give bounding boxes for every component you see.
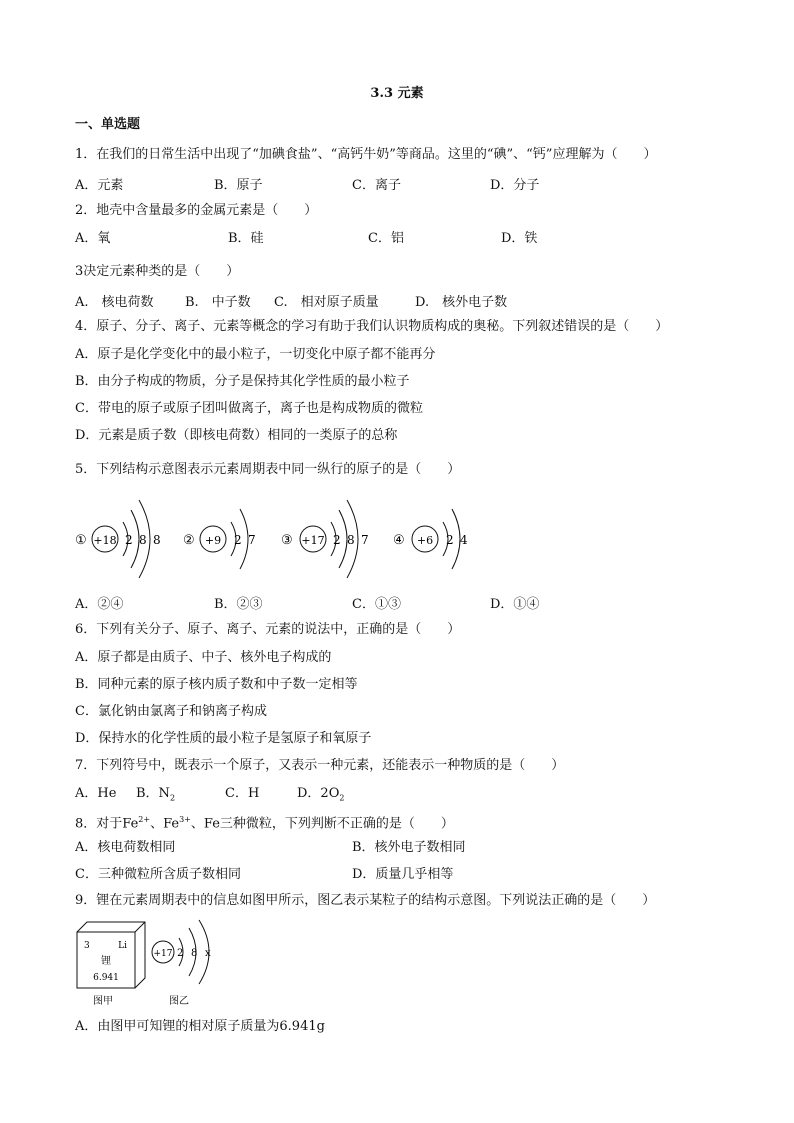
svg-text:7: 7: [248, 533, 256, 547]
svg-text:锂: 锂: [101, 956, 111, 967]
option-c[interactable]: C．H: [225, 786, 260, 801]
svg-text:2: 2: [125, 533, 133, 547]
svg-text:Li: Li: [118, 941, 127, 951]
option-a[interactable]: A．核电荷数相同: [75, 840, 176, 855]
atom-diagram-4: [393, 509, 468, 569]
atom-diagram-3: [281, 500, 369, 578]
svg-text:2: 2: [234, 533, 242, 547]
atom-diagram-1: [75, 500, 161, 578]
svg-text:图甲: 图甲: [93, 996, 113, 1007]
option-c[interactable]: C．带电的原子或原子团叫做离子，离子也是构成物质的微粒: [75, 401, 423, 416]
option-d[interactable]: D．铁: [501, 231, 538, 246]
svg-text:7: 7: [361, 533, 369, 547]
option-c[interactable]: C．氯化钠由氯离子和钠离子构成: [75, 704, 267, 719]
option-c[interactable]: C．三种微粒所含质子数相同: [75, 867, 241, 882]
atom-structure-diagrams: [75, 492, 495, 587]
q8-text-1: 8．对于Fe: [75, 816, 139, 832]
option-c[interactable]: C．离子: [352, 178, 401, 193]
charge-superscript: 3+: [179, 815, 191, 824]
option-c[interactable]: C．铝: [368, 231, 404, 246]
question-5: 5．下列结构示意图表示元素周期表中同一纵行的原子的是（ ）: [75, 462, 461, 477]
svg-text:③: ③: [281, 533, 293, 548]
option-a[interactable]: A．原子是化学变化中的最小粒子，一切变化中原子都不能再分: [75, 347, 436, 362]
svg-text:8: 8: [139, 533, 147, 547]
option-d[interactable]: D．元素是质子数（即核电荷数）相同的一类原子的总称: [75, 428, 398, 443]
option-a[interactable]: A．由图甲可知锂的相对原子质量为6.941g: [75, 1019, 325, 1034]
svg-text:+18: +18: [93, 534, 117, 547]
svg-text:④: ④: [393, 533, 405, 548]
option-a[interactable]: A．氧: [75, 231, 111, 246]
page-title: 3.3 元素: [370, 86, 424, 101]
svg-text:4: 4: [460, 533, 468, 547]
svg-text:2: 2: [333, 533, 341, 547]
svg-text:+6: +6: [416, 534, 434, 547]
option-d[interactable]: D．①④: [490, 597, 540, 612]
question-6: 6．下列有关分子、原子、离子、元素的说法中，正确的是（ ）: [75, 622, 461, 637]
option-d-text: D．2O: [297, 786, 340, 801]
option-a[interactable]: A．He: [75, 786, 117, 801]
svg-text:8: 8: [347, 533, 355, 547]
option-d[interactable]: D．保持水的化学性质的最小粒子是氢原子和氧原子: [75, 731, 372, 746]
option-a[interactable]: A. 核电荷数: [75, 295, 154, 310]
svg-text:②: ②: [183, 533, 195, 548]
svg-text:图乙: 图乙: [169, 996, 189, 1007]
q8-text-2: 、Fe: [150, 816, 180, 832]
option-b[interactable]: B．由分子构成的物质，分子是保持其化学性质的最小粒子: [75, 374, 410, 389]
option-d[interactable]: [297, 786, 344, 807]
svg-text:2: 2: [177, 948, 184, 959]
q8-text-3: 、Fe三种微粒，下列判断不正确的是（ ）: [190, 816, 454, 832]
svg-text:①: ①: [75, 533, 87, 548]
svg-text:8: 8: [153, 533, 161, 547]
option-b[interactable]: B．核外电子数相同: [352, 840, 466, 855]
option-b-text: B．N: [136, 786, 170, 801]
question-9: 9．锂在元素周期表中的信息如图甲所示，图乙表示某粒子的结构示意图。下列说法正确的是（ ）: [75, 893, 656, 908]
svg-text:+17: +17: [153, 949, 173, 959]
svg-text:+17: +17: [301, 534, 325, 547]
option-b[interactable]: B．硅: [228, 231, 264, 246]
svg-text:8: 8: [191, 948, 198, 959]
option-a[interactable]: A．②④: [75, 597, 124, 612]
option-d[interactable]: D．质量几乎相等: [352, 867, 454, 882]
lithium-figures: [75, 918, 235, 1008]
question-4: 4．原子、分子、离子、元素等概念的学习有助于我们认识物质构成的奥秘。下列叙述错误的是（ ）: [75, 319, 669, 334]
option-a[interactable]: A．原子都是由质子、中子、核外电子构成的: [75, 650, 332, 665]
question-1: 1．在我们的日常生活中出现了“加碘食盐”、“高钙牛奶”等商品。这里的“碘”、“钙”应理解为（ ）: [75, 147, 657, 162]
subscript: 2: [339, 793, 345, 803]
option-d[interactable]: D. 核外电子数: [415, 295, 508, 310]
option-c[interactable]: C．①③: [352, 597, 401, 612]
question-8: [75, 812, 454, 832]
option-b[interactable]: [136, 786, 175, 807]
question-2: 2．地壳中含量最多的金属元素是（ ）: [75, 203, 318, 218]
svg-text:2: 2: [446, 533, 454, 547]
charge-superscript: 2+: [138, 815, 151, 824]
option-b[interactable]: B．同种元素的原子核内质子数和中子数一定相等: [75, 677, 358, 692]
svg-text:3: 3: [84, 941, 90, 951]
svg-text:6.941: 6.941: [93, 973, 119, 983]
option-a[interactable]: A．元素: [75, 178, 124, 193]
question-7: 7．下列符号中，既表示一个原子，又表示一种元素，还能表示一种物质的是（ ）: [75, 758, 565, 773]
periodic-cell-figure: [77, 922, 145, 1007]
question-3: 3决定元素种类的是（ ）: [75, 264, 240, 279]
svg-text:+9: +9: [204, 534, 222, 547]
option-b[interactable]: B. 中子数: [185, 295, 251, 310]
option-b[interactable]: B．②③: [214, 597, 263, 612]
subscript: 2: [169, 793, 176, 803]
option-d[interactable]: D．分子: [490, 178, 540, 193]
svg-text:x: x: [205, 948, 211, 959]
section-heading: 一、单选题: [75, 117, 141, 132]
option-b[interactable]: B．原子: [214, 178, 263, 193]
ion-structure-figure: [152, 920, 211, 1007]
atom-diagram-2: [183, 509, 256, 569]
option-c[interactable]: C. 相对原子质量: [274, 295, 379, 310]
